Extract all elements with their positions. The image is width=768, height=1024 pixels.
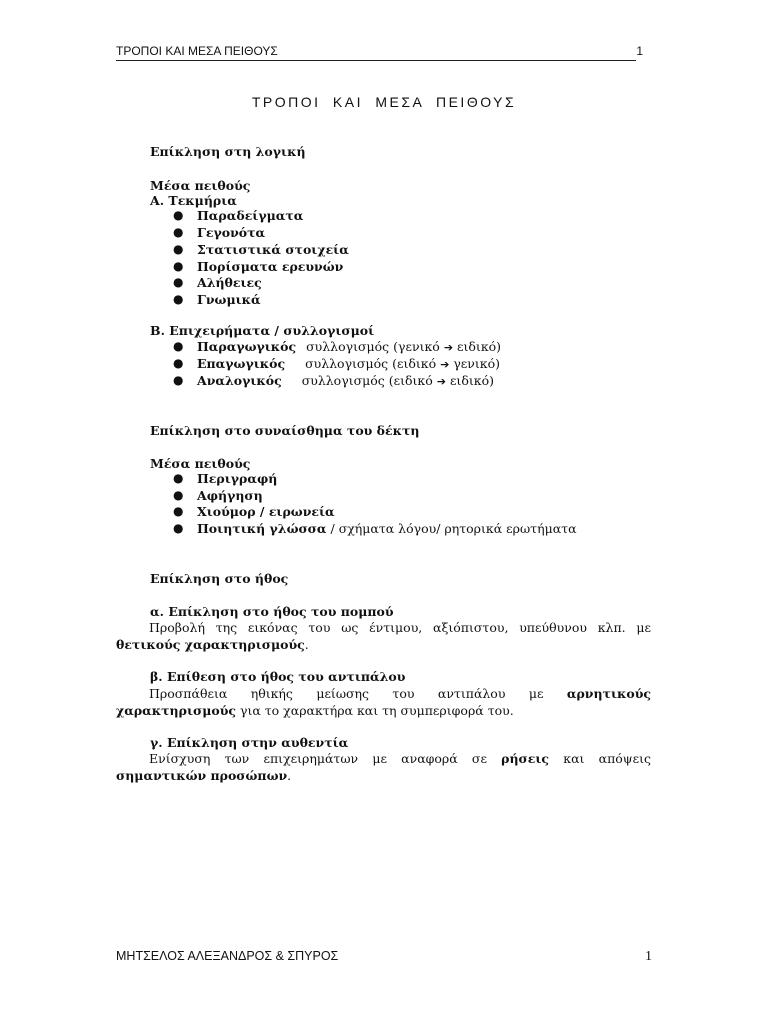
paragraph-emphasis: ρήσεις: [501, 751, 550, 766]
bullet-icon: ●: [173, 488, 184, 502]
evidence-item: Στατιστικά στοιχεία: [197, 242, 349, 257]
ethos-paragraph-c: [116, 750, 651, 784]
arrow-right-icon: ➔: [440, 358, 450, 371]
page-footer: [116, 949, 652, 963]
bullet-icon: ●: [173, 339, 184, 353]
bullet-icon: ●: [173, 275, 184, 289]
paragraph-text: .: [287, 768, 292, 783]
footer-authors: ΜΗΤΣΕΛΟΣ ΑΛΕΞΑΝΔΡΟΣ & ΣΠΥΡΟΣ: [116, 949, 339, 963]
bullet-icon: ●: [173, 242, 184, 256]
argument-desc: συλλογισμός (ειδικό: [301, 373, 433, 388]
emotion-item: Περιγραφή: [197, 471, 278, 486]
paragraph-text: Προσπάθεια ηθικής μείωσης του αντιπάλου με: [149, 686, 567, 701]
paragraph-text: .: [304, 637, 309, 652]
emotion-item-rest: / σχήματα λόγου/ ρητορικά ερωτήματα: [326, 521, 577, 536]
paragraph-text: για το χαρακτήρα και τη συμπεριφορά του.: [236, 703, 514, 718]
bullet-icon: ●: [173, 259, 184, 273]
argument-term: Επαγωγικός: [197, 356, 286, 371]
arrow-right-icon: ➔: [443, 341, 454, 354]
emotion-item: [197, 520, 577, 537]
argument-term: Αναλογικός: [197, 373, 282, 388]
argument-item: [197, 372, 494, 390]
bullet-icon: ●: [173, 471, 184, 485]
document-title: ΤΡΟΠΟΙ ΚΑΙ ΜΕΣΑ ΠΕΙΘΟΥΣ: [251, 94, 517, 110]
argument-target: ειδικό): [457, 339, 502, 354]
paragraph-emphasis: σημαντικών προσώπων: [116, 768, 288, 783]
argument-desc: συλλογισμός (ειδικό: [305, 356, 437, 371]
paragraph-text: και απόψεις: [549, 751, 651, 766]
emotion-heading: Επίκληση στο συναίσθημα του δέκτη: [150, 423, 420, 438]
emotion-item-term: Ποιητική γλώσσα: [197, 521, 327, 536]
evidence-label: Α. Τεκμήρια: [150, 193, 237, 208]
logic-means-label: Μέσα πειθούς: [150, 178, 251, 193]
header-page-number: 1: [636, 44, 643, 58]
bullet-icon: ●: [173, 521, 184, 535]
header-title: ΤΡΟΠΟΙ ΚΑΙ ΜΕΣΑ ΠΕΙΘΟΥΣ: [116, 44, 278, 58]
arguments-label: Β. Επιχειρήματα / συλλογισμοί: [150, 323, 375, 338]
evidence-item: Γνωμικά: [197, 292, 261, 307]
bullet-icon: ●: [173, 225, 184, 239]
footer-page-number: 1: [645, 949, 652, 964]
evidence-item: Αλήθειες: [197, 275, 262, 290]
argument-item: [197, 355, 500, 373]
ethos-subheading-a: α. Επίκληση στο ήθος του πομπού: [150, 604, 394, 619]
emotion-item: Χιούμορ / ειρωνεία: [197, 504, 335, 519]
arrow-right-icon: ➔: [436, 375, 446, 388]
paragraph-text: Προβολή της εικόνας του ως έντιμου, αξιόπιστου, υπεύθυνου κλπ. με: [149, 620, 651, 635]
argument-desc: συλλογισμός (γενικό: [306, 339, 440, 354]
bullet-icon: ●: [173, 356, 184, 370]
ethos-paragraph-a: [116, 619, 651, 653]
argument-term: Παραγωγικός: [197, 339, 297, 354]
bullet-icon: ●: [173, 504, 184, 518]
argument-item: [197, 338, 501, 356]
bullet-icon: ●: [173, 373, 184, 387]
bullet-icon: ●: [173, 208, 184, 222]
ethos-subheading-b: β. Επίθεση στο ήθος του αντιπάλου: [150, 669, 406, 684]
evidence-item: Παραδείγματα: [197, 208, 304, 223]
paragraph-emphasis: θετικούς χαρακτηρισμούς: [116, 637, 305, 652]
paragraph-emphasis: αρνητικούς χαρακτηρισμούς: [116, 686, 651, 718]
ethos-paragraph-b: [116, 685, 651, 719]
argument-target: ειδικό): [449, 373, 494, 388]
emotion-item: Αφήγηση: [197, 488, 263, 503]
logic-heading: Επίκληση στη λογική: [150, 144, 306, 159]
evidence-item: Γεγονότα: [197, 225, 266, 240]
argument-target: γενικό): [453, 356, 500, 371]
bullet-icon: ●: [173, 292, 184, 306]
ethos-heading: Επίκληση στο ήθος: [150, 571, 289, 586]
emotion-means-label: Μέσα πειθούς: [150, 456, 251, 471]
paragraph-text: Ενίσχυση των επιχειρημάτων με αναφορά σε: [149, 751, 502, 766]
ethos-subheading-c: γ. Επίκληση στην αυθεντία: [150, 735, 349, 750]
page-header: [116, 44, 643, 61]
evidence-item: Πορίσματα ερευνών: [197, 259, 344, 274]
